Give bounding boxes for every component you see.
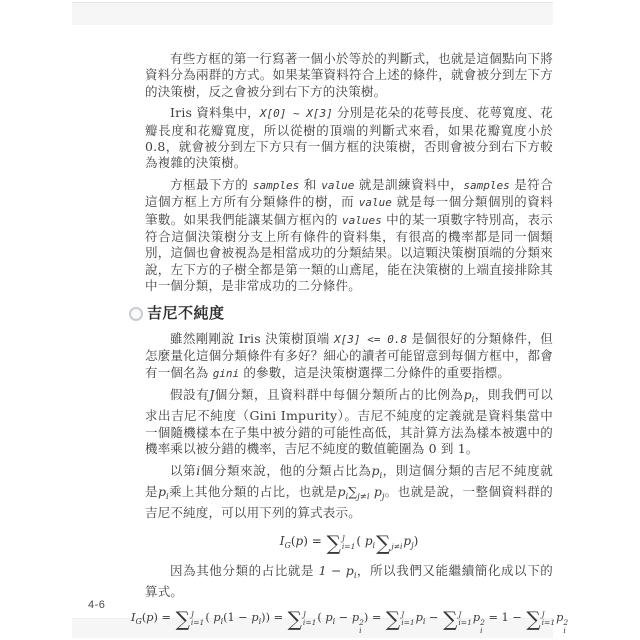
formula-token: p [295,533,304,548]
formula-gini-definition [145,530,553,555]
formula-token: )) = [261,610,287,624]
text-segment: 有些方框的第一行寫著一個小於等於的判斷式，也就是這個點向下將資料分為兩群的方式。如果某筆資料符合上述的條件，就會被分到左下方的決策樹，反之會被分到右下方的決策樹。 [145,51,553,99]
formula-token: − [335,610,352,624]
text-segment: 乘上其他分類的占比，也就是 [168,483,338,499]
text-segment: 假設有 [170,386,210,402]
formula-token: G [135,616,142,626]
text-segment: 1 − p [318,562,354,578]
formula-token: I [279,533,285,548]
formula-token: ) = [303,533,326,548]
text-segment: 雖然剛剛說 Iris 決策樹頂端 [170,330,334,346]
text-segment: 個分類，且資料群中每個分類所占的比例為 [214,386,464,402]
text-segment: p [369,483,382,499]
section-bullet-icon [129,307,143,321]
inline-code: value [321,178,355,192]
inline-code: samples [463,178,510,192]
formula-gini-simplified [131,606,569,635]
body-paragraph [145,463,553,522]
text-segment: ，則我們可以求出吉尼不純度（Gini Impurity）。吉尼不純度的定義就是資料集當中一個隨機樣本在子集中被分錯的可能性高低，其計算方法為樣本被選中的機率乘以被分錯的機率，吉尼不純度的數值範圍為 0 到 1。 [145,386,553,457]
inline-code: X[0] ~ X[3] [259,107,333,121]
text-segment: 就是每一個分類個別的資料筆數。如果我們能讓某個方框內的 [145,194,553,227]
text-segment: i [379,470,383,481]
sigma-sum: ∑ J i=1 [385,606,415,631]
formula-token: i [332,616,336,626]
formula-token: p [251,610,259,624]
formula-token: − [425,610,443,624]
sigma-sum: ∑ j≠i [376,530,403,555]
text-segment: p [463,386,472,402]
formula-token: i [372,540,376,550]
formula-token: i [220,616,224,626]
inline-code: gini [212,366,240,380]
sigma-sum: ∑ J i=1 [326,530,356,555]
text-segment: 和 [299,176,322,192]
text-segment: p [371,462,380,478]
text-segment: 因為其他分類的占比就是 [170,562,319,578]
formula-token: ( [356,533,365,548]
formula-token: ) = [363,610,385,624]
body-paragraph [145,51,553,100]
formula-token: p [351,610,360,624]
text-segment: 方框最下方的 [170,176,253,192]
section-heading [129,304,553,324]
body-paragraph [145,387,553,458]
formula-token: G [284,540,291,550]
inline-code: value [358,196,392,210]
formula-token: ( [205,610,214,624]
formula-token: ) = [153,610,175,624]
inline-code: samples [252,178,300,192]
formula-token: p [472,610,481,624]
formula-token: p [364,533,373,548]
page-number: 4-6 [88,599,106,611]
text-segment: ，所以我們又能繼續簡化成以下的算式。 [145,562,553,600]
formula-token: j [411,540,414,550]
formula-token: i [422,616,426,626]
sub-sup-stack: 2 i [359,617,364,635]
formula-token: ( [141,610,147,624]
inline-code: X[3] <= 0.8 [333,332,408,346]
text-segment: 個分類來說，他的分類占比為 [200,462,372,478]
formula-token: ) [413,533,419,548]
formula-token: p [325,610,333,624]
body-paragraph [145,563,553,601]
text-segment: 以第 [170,462,197,478]
text-segment: i [353,570,357,581]
text-segment: 就是訓練資料中， [354,176,464,192]
text-segment: p [337,483,346,499]
formula-token: ( [290,533,296,548]
formula-token: p [403,533,412,548]
text-segment: p [157,483,166,499]
section-heading-label: 吉尼不純度 [147,304,225,322]
sub-sup-stack: 2 i [480,617,485,635]
text-segment: 是個很好的分類條件，但怎麼量化這個分類條件有多好？細心的讀者可能留意到每個方框中，都會有一個名為 [145,330,553,380]
formula-token: p [213,610,221,624]
formula-token: I [131,610,136,624]
text-segment: 中的某一項數字特別高，表示符合這個決策樹分支上所有條件的資料集，有很高的機率都是同一個類別，這個也會被視為是相當成功的分類結果。以這顆決策樹頂端的分類來說，左下方的子樹全都是第一類的山鳶尾，能在決策樹的上端直接排除其中一個分類，是非常成功的二分條件。 [145,211,553,294]
formula-token: p [415,610,423,624]
text-segment: i [165,491,169,502]
formula-token: p [146,610,154,624]
formula-token: = 1 − [484,610,526,624]
body-paragraph [145,331,553,382]
text-segment: ，則這個分類的吉尼不純度就是 [145,462,553,499]
text-segment: i [471,394,475,405]
sub-sup-stack: 2 i [563,617,569,635]
text-segment: 。也就是說，一整個資料群的吉尼不純度，可以用下列的算式表示。 [145,483,554,521]
sigma-sum: ∑ J i=1 [443,606,472,631]
text-segment: 的參數，這是決策樹選擇二分條件的重要指標。 [239,364,511,380]
formula-token: p [556,610,564,624]
text-segment: i [345,491,349,502]
text-segment: 分別是花朵的花萼長度、花萼寬度、花瓣長度和花瓣寬度，所以從樹的頂端的判斷式來看，如果花瓣寬度小於0.8，就會被分到左下方只有一個方框的決策樹，否則會被分到右下方較為複雜的決策樹。 [145,105,553,171]
sigma-sum: ∑ J i=1 [287,606,317,631]
formula-token: (1 − [223,610,252,624]
text-segment: Iris 資料集中， [170,105,260,121]
body-paragraph [145,177,553,295]
sigma-sum: ∑ J i=1 [526,606,556,631]
formula-token: i [258,616,262,626]
adjacent-page-edge-top [72,2,553,25]
formula-token: ( [317,610,326,624]
text-segment: j≠i [357,491,370,502]
inline-code: values [342,213,382,227]
text-segment: 是符合這個方框上方所有分類條件的樹，而 [145,176,554,210]
sigma-sum: ∑ J i=1 [175,606,205,631]
text-segment: i [196,462,201,478]
text-segment: J [209,386,215,402]
text-segment: ∑ [348,483,358,499]
page-content [131,51,569,635]
text-segment: j [381,491,385,502]
body-paragraph [145,105,553,172]
